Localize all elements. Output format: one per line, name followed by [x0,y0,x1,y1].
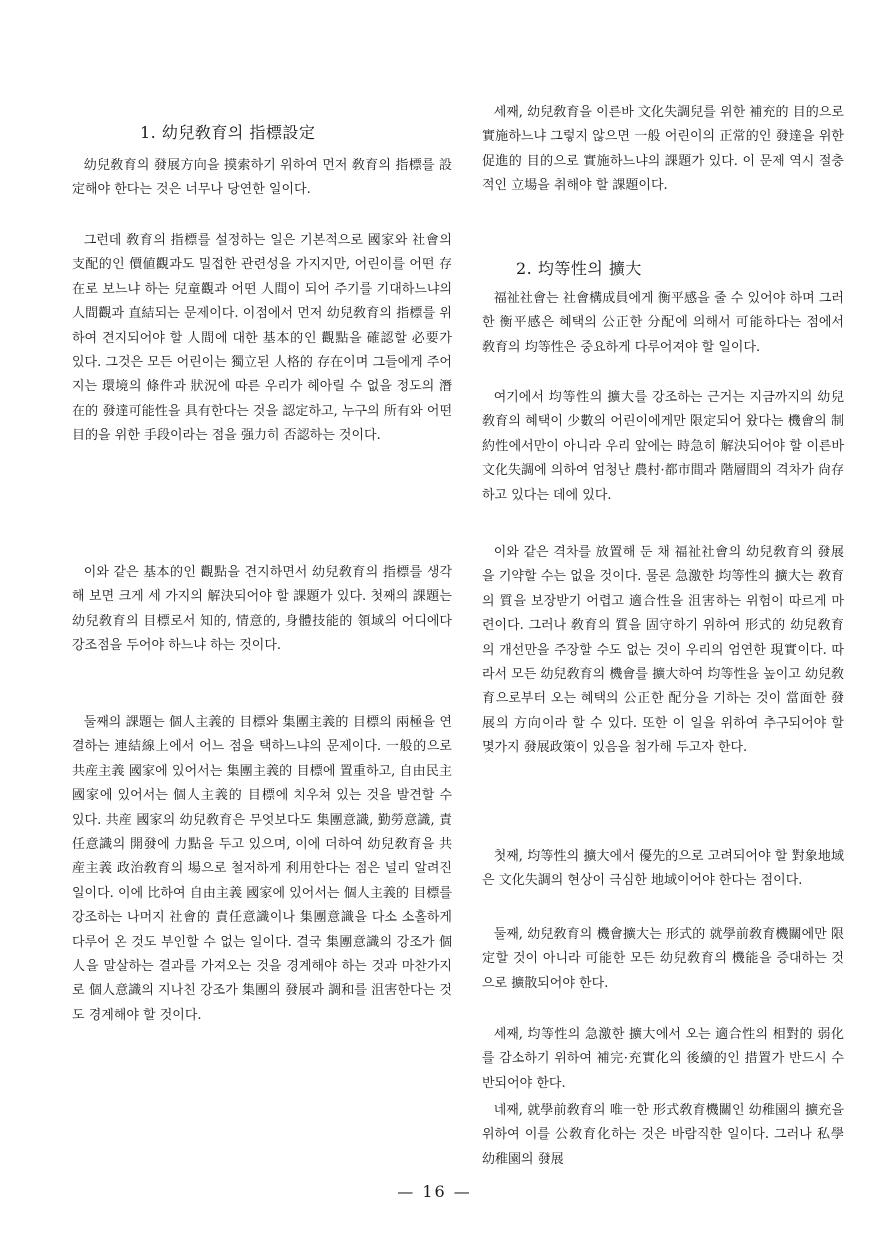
paragraph: 여기에서 均等性의 擴大를 강조하는 근거는 지금까지의 幼兒敎育의 혜택이 少數의 어린이에게만 限定되어 왔다는 機會의 制約性에서만이 아니라 우리 앞에는 時急히 解決되어야 할 이른바 文化失調에 의하여 엄청난 農村·都市間과 階層間의 격차가 尙存하고 있다는 데에 있다. [482,390,844,503]
section-heading-1: 1. 幼兒敎育의 指標設定 [140,123,316,142]
page-number: — 16 — [397,1182,472,1201]
paragraph: 그런데 敎育의 指標를 설정하는 일은 기본적으로 國家와 社會의 支配的인 價値觀과도 밀접한 관련성을 가지지만, 어린이를 어떤 存在로 보느냐 하는 兒童觀과 어떤 人間이 되어 주기를 기대하느냐의 人間觀과 直結되는 문제이다. 이점에서 먼저 幼兒敎育의 指標를 위하여 견지되어야 할 人間에 대한 基本的인 觀點을 確認할 必要가 있다. 그것은 모든 어린이는 獨立된 人格的 存在이며 그들에게 주어지는 環境의 條件과 狀況에 따른 우리가 헤아릴 수 없을 정도의 潛在的 發達可能性을 具有한다는 것을 認定하고, 누구의 所有와 어떤 目的을 위한 手段이라는 점을 强力히 否認하는 것이다. [72,233,452,444]
paragraph: 이와 같은 격차를 放置해 둔 채 福祉社會의 幼兒敎育의 發展을 기약할 수는 없을 것이다. 물론 急激한 均等性의 擴大는 敎育의 質을 보장받기 어렵고 適合性을 沮害하는 위험이 따르게 마련이다. 그러나 敎育의 質을 固守하기 위하여 形式的 幼兒敎育의 개선만을 주장할 수도 없는 것이 우리의 엄연한 現實이다. 따라서 모든 幼兒敎育의 機會를 擴大하여 均等性을 높이고 幼兒敎育으로부터 오는 혜택의 公正한 配分을 기하는 것이 當面한 發展의 方向이라 할 수 있다. 또한 이 일을 위하여 추구되어야 할 몇가지 發展政策이 있음을 첨가해 두고자 한다. [482,545,844,756]
paragraph: 네째, 就學前敎育의 唯一한 形式敎育機關인 幼稚園의 擴充을 위하여 이를 公敎育化하는 것은 바람직한 일이다. 그러나 私學幼稚園의 發展 [482,1103,844,1167]
paragraph: 이와 같은 基本的인 觀點을 견지하면서 幼兒敎育의 指標를 생각해 보면 크게 세 가지의 解決되어야 할 課題가 있다. 첫째의 課題는 幼兒敎育의 目標로서 知的, 情意的, 身體技能的 領域의 어디에다 강조점을 두어야 하느냐 하는 것이다. [72,565,452,654]
paragraph: 첫째, 均等性의 擴大에서 優先的으로 고려되어야 할 對象地域은 文化失調의 현상이 극심한 地域이어야 한다는 점이다. [482,849,844,889]
section-heading-2: 2. 均等性의 擴大 [516,259,642,278]
paragraph: 둘째, 幼兒敎育의 機會擴大는 形式的 就學前敎育機關에만 限定할 것이 아니라 可能한 모든 幼兒敎育의 機能을 증대하는 것으로 擴散되어야 한다. [482,927,844,991]
paragraph: 둘째의 課題는 個人主義的 目標와 集團主義的 目標의 兩極을 연결하는 連結線上에서 어느 점을 택하느냐의 문제이다. 一般的으로 共産主義 國家에 있어서는 集團主義的 目標에 置重하고, 自由民主 國家에 있어서는 個人主義的 目標에 치우쳐 있는 것을 발견할 수 있다. 共産 國家의 幼兒敎育은 무엇보다도 集團意識, 勤勞意識, 責任意識의 開發에 力點을 두고 있으며, 이에 더하여 幼兒敎育을 共産主義 政治敎育의 場으로 철저하게 利用한다는 점은 널리 알려진 일이다. 이에 比하여 自由主義 國家에 있어서는 個人主義的 目標를 강조하는 나머지 社會的 責任意識이나 集團意識을 다소 소홀하게 다루어 온 것도 부인할 수 없는 일이다. 결국 集團意識의 강조가 個人을 말살하는 결과를 가져오는 것을 경계해야 하는 것과 마찬가지로 個人意識의 지나친 강조가 集團의 發展과 調和를 沮害한다는 것도 경계해야 할 것이다. [72,715,452,1023]
paragraph: 福祉社會는 社會構成員에게 衡平感을 줄 수 있어야 하며 그러한 衡平感은 혜택의 公正한 分配에 의해서 可能하다는 점에서 敎育의 均等性은 중요하게 다루어져야 할 일이다. [482,291,844,355]
paragraph: 세째, 幼兒敎育을 이른바 文化失調兒를 위한 補充的 目的으로 實施하느냐 그렇지 않으면 一般 어린이의 正常的인 發達을 위한 促進的 目的으로 實施하느냐의 課題가 있다. 이 문제 역시 절충적인 立場을 취해야 할 課題이다. [482,105,844,194]
paragraph: 幼兒敎育의 發展方向을 摸索하기 위하여 먼저 敎育의 指標를 設定해야 한다는 것은 너무나 당연한 일이다. [72,158,452,198]
paragraph: 세째, 均等性의 急激한 擴大에서 오는 適合性의 相對的 弱化를 감소하기 위하여 補完·充實化의 後續的인 措置가 반드시 수반되어야 한다. [482,1027,844,1091]
